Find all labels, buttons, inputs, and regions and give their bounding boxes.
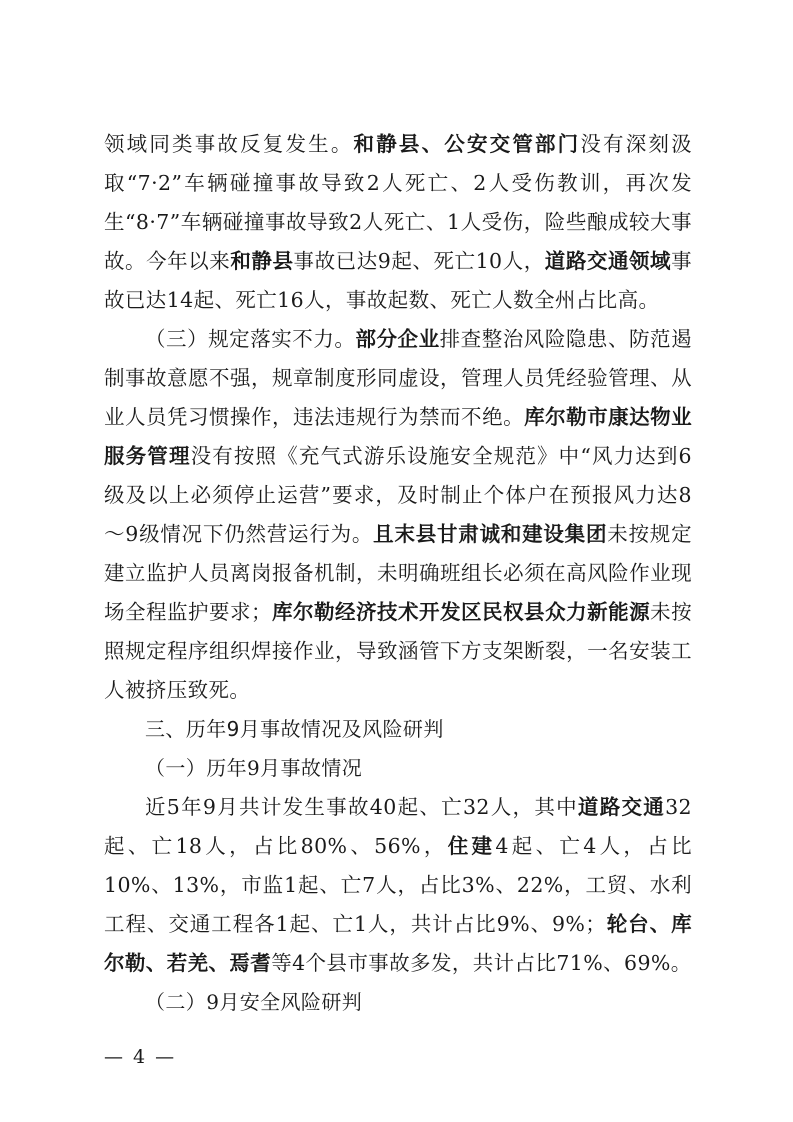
text: 近5年9月共计发生事故40起、亡32人，其中 bbox=[145, 795, 578, 819]
section-heading-3: 三、历年9月事故情况及风险研判 bbox=[145, 717, 444, 741]
text: （三）规定落实不力。 bbox=[145, 327, 356, 351]
text: 排查整治风险隐患、防范遏制事故意愿不强，规章制度形同虚设，管理人员凭经验管理、从业人员凭习惯操作，违法违规行为禁而不绝。 bbox=[104, 327, 692, 429]
text: 没有深刻汲取“7·2”车辆碰撞事故导致2人死亡、2人受伤教训，再次发生“8·7”车辆碰撞事故导致2人死亡、1人受伤，险些酿成较大事故。今年以来 bbox=[104, 132, 693, 273]
bold-text: 部分企业 bbox=[355, 327, 440, 351]
text: 未按照规定程序组织焊接作业，导致涵管下方支架断裂，一名安装工人被挤压致死。 bbox=[104, 600, 692, 702]
paragraph-regulations-not-implemented bbox=[104, 320, 692, 710]
paragraph-september-history bbox=[104, 788, 692, 983]
bold-text: 道路交通领域 bbox=[544, 249, 672, 273]
text: 等4个县市事故多发，共计占比71%、69%。 bbox=[271, 951, 692, 975]
bold-text: 库尔勒市康达物业服务管理 bbox=[104, 405, 693, 468]
subsection-heading-3-1: （一）历年9月事故情况 bbox=[145, 756, 363, 780]
text: 事故已达9起、死亡10人， bbox=[293, 249, 545, 273]
bold-text: 道路交通 bbox=[577, 795, 666, 819]
text: 未按规定建立监护人员离岗报备机制，未明确班组长必须在高风险作业现场全程监护要求； bbox=[104, 522, 692, 624]
bold-text: 和静县、公安交管部门 bbox=[353, 132, 581, 156]
bold-text: 轮台、库尔勒、若羌、焉耆 bbox=[104, 912, 692, 975]
bold-text: 库尔勒经济技术开发区民权县众力新能源 bbox=[271, 600, 651, 624]
bold-text: 和静县 bbox=[230, 249, 294, 273]
page-number: — 4 — bbox=[104, 1046, 177, 1068]
text: 4起、亡4人，占比10%、13%，市监1起、亡7人，占比3%、22%，工贸、水利工程、交通工程各1起、亡1人，共计占比9%、9%； bbox=[104, 834, 692, 936]
text: 32起、亡18人，占比80%、56%， bbox=[104, 795, 692, 858]
subsection-heading-3-2: （二）9月安全风险研判 bbox=[145, 990, 363, 1014]
text: 领域同类事故反复发生。 bbox=[104, 132, 354, 156]
paragraph-accident-repeat bbox=[104, 125, 692, 320]
document-body bbox=[104, 125, 692, 1022]
text: 没有按照《充气式游乐设施安全规范》中“风力达到6级及以上必须停止运营”要求，及时制止个体户在预报风力达8～9级情况下仍然营运行为。 bbox=[104, 444, 692, 546]
text: 事故已达14起、死亡16人，事故起数、死亡人数全州占比高。 bbox=[104, 249, 693, 312]
bold-text: 且末县甘肃诚和建设集团 bbox=[373, 522, 608, 546]
bold-text: 住建 bbox=[447, 834, 496, 858]
